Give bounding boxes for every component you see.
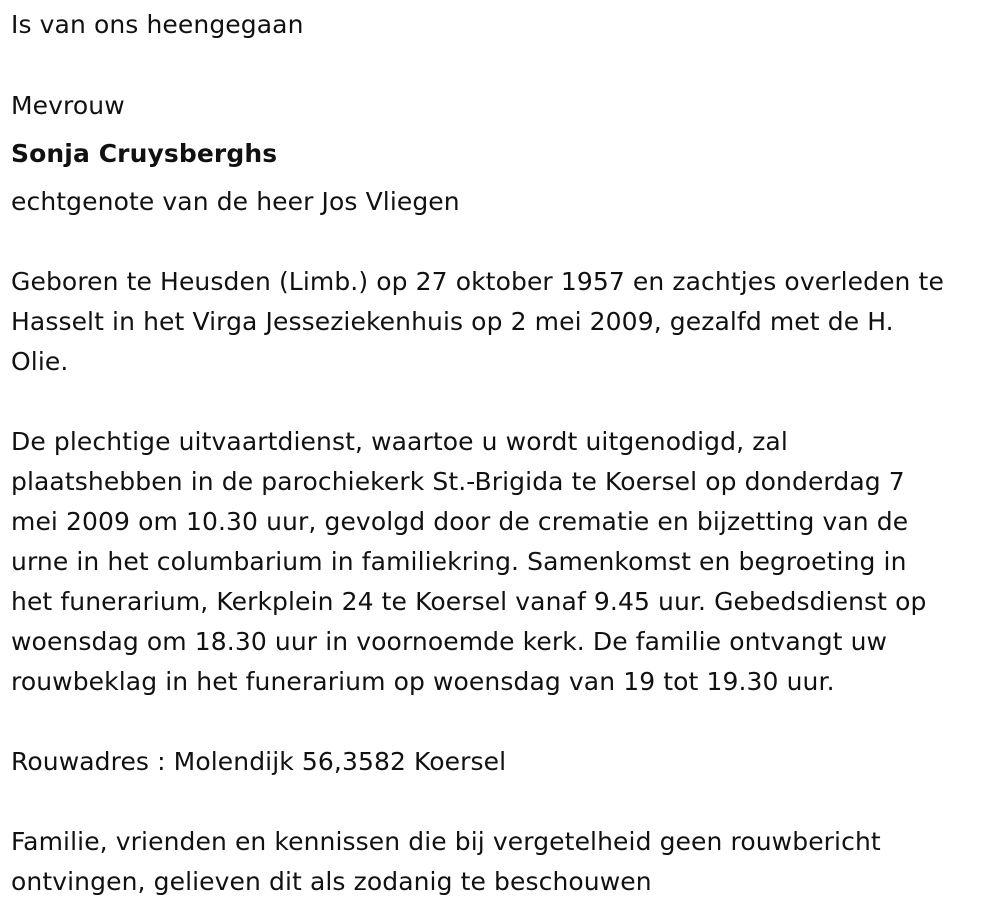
mourning-address: Rouwadres : Molendijk 56,3582 Koersel: [11, 747, 507, 776]
birth-death-line: Hasselt in het Virga Jesseziekenhuis op 2 mei 2009, gezalfd met de H.: [11, 307, 894, 336]
intro-text: Is van ons heengegaan: [11, 10, 304, 39]
birth-death-line: Olie.: [11, 347, 69, 376]
funeral-line: woensdag om 18.30 uur in voornoemde kerk. De familie ontvangt uw: [11, 627, 888, 656]
funeral-line: rouwbeklag in het funerarium op woensdag van 19 tot 19.30 uur.: [11, 667, 835, 696]
funeral-line: het funerarium, Kerkplein 24 te Koersel vanaf 9.45 uur. Gebedsdienst op: [11, 587, 927, 616]
deceased-name: Sonja Cruysberghs: [11, 139, 278, 168]
funeral-line: De plechtige uitvaartdienst, waartoe u wordt uitgenodigd, zal: [11, 427, 788, 456]
salutation: Mevrouw: [11, 91, 125, 120]
spouse-line: echtgenote van de heer Jos Vliegen: [11, 187, 460, 216]
funeral-line: mei 2009 om 10.30 uur, gevolgd door de crematie en bijzetting van de: [11, 507, 909, 536]
funeral-line: urne in het columbarium in familiekring. Samenkomst en begroeting in: [11, 547, 907, 576]
birth-death-line: Geboren te Heusden (Limb.) op 27 oktober 1957 en zachtjes overleden te: [11, 267, 944, 296]
closing-line: Familie, vrienden en kennissen die bij vergetelheid geen rouwbericht: [11, 827, 881, 856]
closing-line: ontvingen, gelieven dit als zodanig te beschouwen: [11, 867, 652, 896]
funeral-line: plaatshebben in de parochiekerk St.-Brigida te Koersel op donderdag 7: [11, 467, 905, 496]
funeral-paragraph: [11, 422, 991, 702]
birth-death-paragraph: [11, 262, 991, 382]
closing-paragraph: [11, 822, 991, 902]
